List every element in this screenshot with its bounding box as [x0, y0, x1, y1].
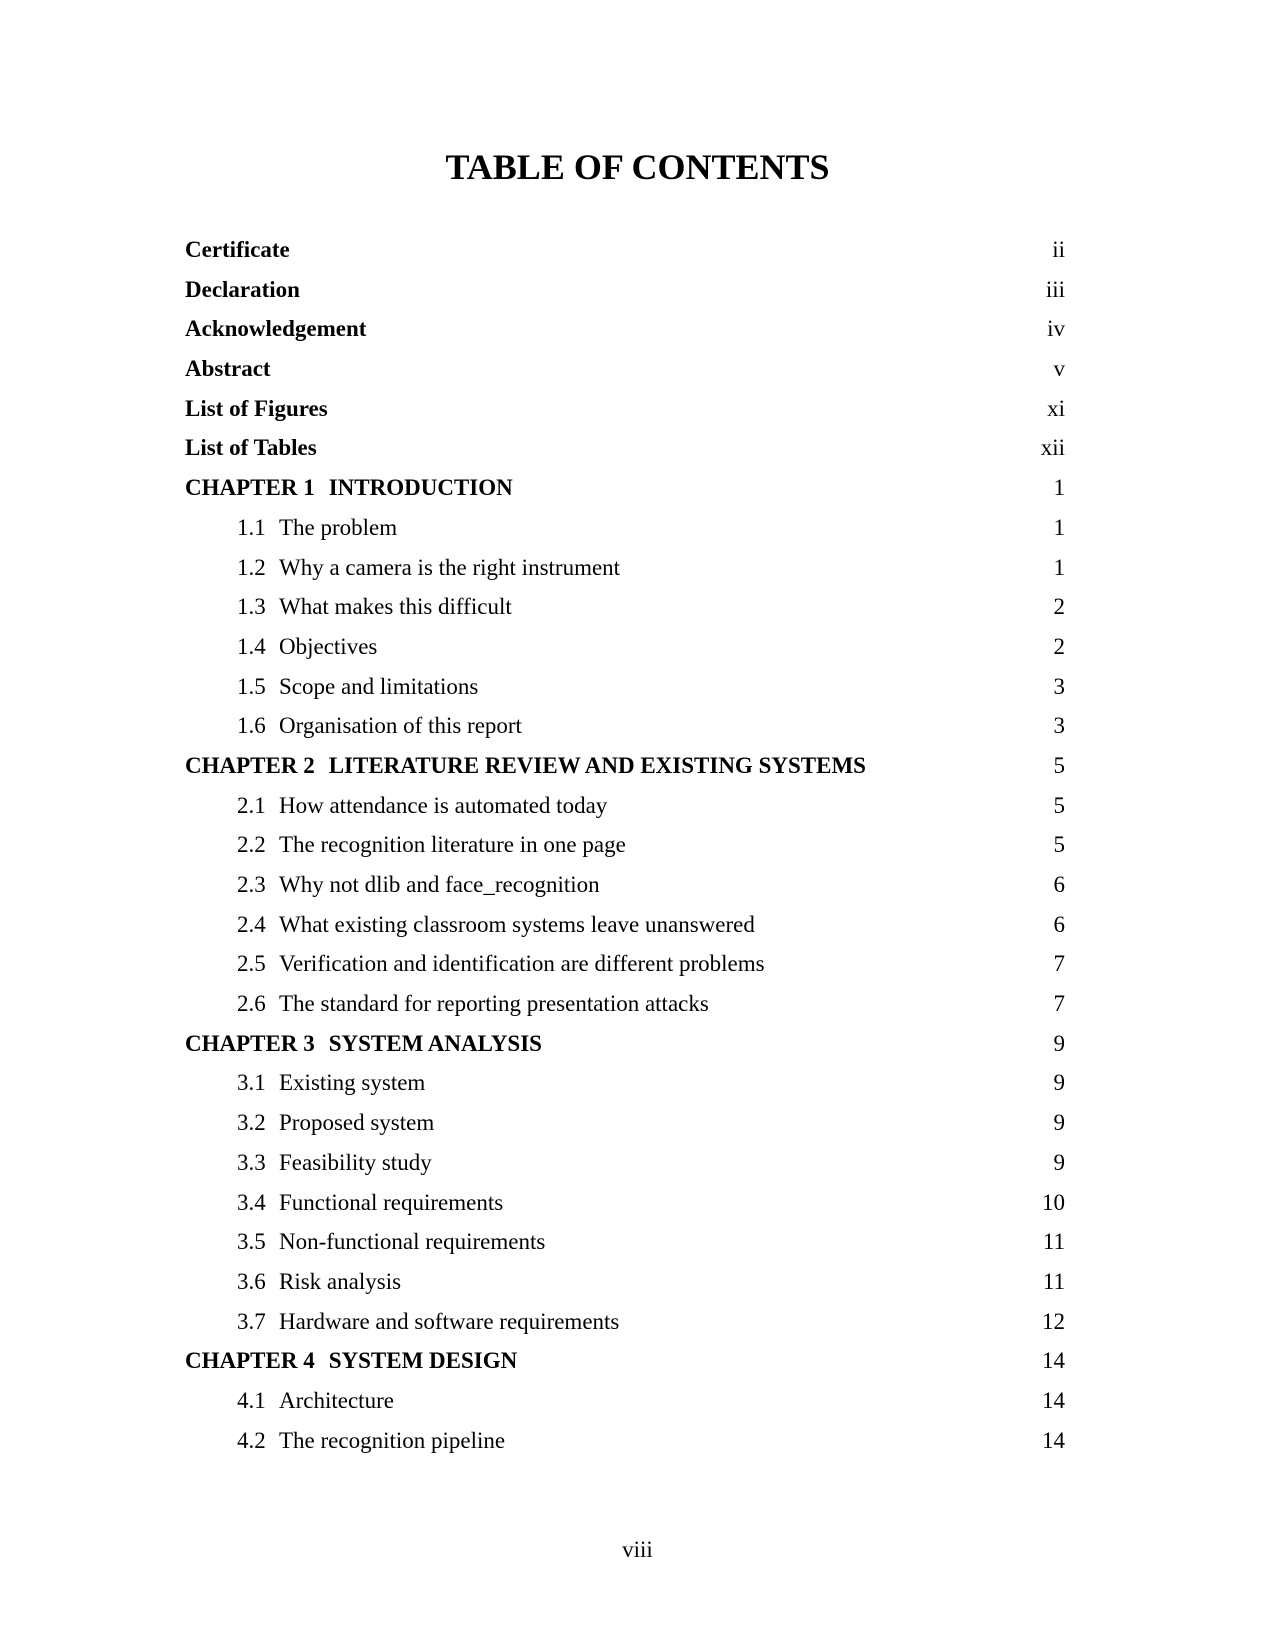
toc-entry-number: 4.1: [237, 1387, 266, 1413]
toc-entry-title: The recognition literature in one page: [279, 832, 626, 858]
toc-entry-number: CHAPTER 4: [185, 1348, 315, 1374]
toc-front-matter-entry: [185, 395, 1065, 435]
toc-entry-label: [237, 1427, 505, 1455]
toc-entry-page: xi: [1047, 395, 1065, 421]
toc-entry-page: 10: [1042, 1189, 1065, 1215]
toc-entry-page: 7: [1053, 991, 1065, 1017]
toc-entry-number: 3.1: [237, 1070, 266, 1096]
toc-entry-number: 2.2: [237, 832, 266, 858]
toc-entry-title: What makes this difficult: [279, 594, 512, 620]
toc-entry-label: [237, 1149, 432, 1177]
toc-entry-title: Architecture: [279, 1387, 394, 1413]
toc-entry-title: SYSTEM ANALYSIS: [328, 1030, 542, 1056]
toc-entry-label: [237, 1189, 503, 1217]
toc-entry-page: 9: [1053, 1149, 1065, 1175]
toc-entry-page: 11: [1042, 1229, 1065, 1255]
toc-entry-label: [237, 514, 397, 542]
toc-entry-page: 5: [1053, 792, 1065, 818]
toc-entry-title: Verification and identification are different problems: [279, 951, 765, 977]
toc-entry-title: Feasibility study: [279, 1149, 432, 1175]
toc-entry-number: CHAPTER 2: [185, 752, 315, 778]
toc-entry-page: 11: [1042, 1268, 1065, 1294]
toc-section-entry: [185, 831, 1065, 871]
toc-section-entry: [185, 871, 1065, 911]
toc-entry-label: [237, 911, 755, 939]
toc-entry-number: 2.5: [237, 951, 266, 977]
toc-entry-number: 3.6: [237, 1268, 266, 1294]
toc-entry-page: 7: [1053, 951, 1065, 977]
toc-section-entry: [185, 633, 1065, 673]
toc-entry-number: 1.1: [237, 514, 266, 540]
toc-entry-number: 2.3: [237, 872, 266, 897]
toc-entry-title: Why a camera is the right instrument: [279, 554, 621, 580]
toc-front-matter-entry: [185, 276, 1065, 316]
toc-section-entry: [185, 554, 1065, 594]
toc-entry-title: The problem: [279, 514, 398, 540]
toc-section-entry: [185, 1069, 1065, 1109]
toc-entry-label: [185, 434, 317, 462]
toc-entry-label: [185, 1347, 517, 1375]
toc-chapter-entry: [185, 1347, 1065, 1387]
page-title: TABLE OF CONTENTS: [445, 147, 830, 187]
toc-section-entry: [185, 1387, 1065, 1427]
toc-entry-number: 2.4: [237, 911, 266, 937]
toc-entry-label: [185, 1030, 542, 1058]
toc-entry-label: [237, 1308, 619, 1336]
toc-entry-page: 3: [1053, 713, 1065, 739]
toc-entry-title: The standard for reporting presentation attacks: [279, 991, 709, 1017]
toc-entry-label: [237, 1069, 425, 1097]
toc-section-entry: [185, 1189, 1065, 1229]
toc-entry-page: 9: [1053, 1030, 1065, 1056]
toc-entry-label: [237, 831, 626, 859]
toc-entry-label: [185, 315, 366, 343]
toc-section-entry: [185, 593, 1065, 633]
toc-section-entry: [185, 950, 1065, 990]
toc-section-entry: [185, 1268, 1065, 1308]
toc-entry-page: 1: [1053, 514, 1065, 540]
page-number: viii: [622, 1537, 653, 1562]
toc-entry-label: [237, 871, 600, 899]
toc-entry-number: 4.2: [237, 1427, 266, 1453]
toc-list: [185, 236, 1065, 1466]
toc-entry-label: [237, 950, 765, 978]
toc-entry-number: 1.2: [237, 554, 266, 580]
toc-entry-title: INTRODUCTION: [328, 475, 513, 501]
toc-entry-label: [237, 1268, 401, 1296]
toc-entry-title: Acknowledgement: [185, 316, 367, 342]
toc-entry-label: [237, 633, 377, 661]
toc-entry-page: 9: [1053, 1070, 1065, 1096]
toc-entry-title: Proposed system: [279, 1110, 435, 1136]
toc-entry-number: 2.1: [237, 792, 266, 818]
toc-entry-page: 14: [1042, 1387, 1065, 1413]
toc-entry-number: 3.2: [237, 1110, 266, 1136]
toc-entry-page: 9: [1053, 1110, 1065, 1136]
toc-chapter-entry: [185, 752, 1065, 792]
toc-entry-label: [237, 990, 709, 1018]
toc-entry-number: 3.7: [237, 1308, 266, 1334]
toc-entry-page: 12: [1042, 1308, 1065, 1334]
toc-entry-title: Existing system: [279, 1070, 426, 1096]
toc-entry-label: [237, 1109, 434, 1137]
toc-entry-label: [185, 276, 300, 304]
toc-entry-number: 1.3: [237, 594, 266, 620]
toc-entry-number: 1.4: [237, 633, 266, 659]
toc-entry-page: 5: [1053, 832, 1065, 858]
toc-section-entry: [185, 514, 1065, 554]
toc-entry-title: The recognition pipeline: [279, 1427, 506, 1453]
toc-entry-label: [185, 355, 271, 383]
toc-section-entry: [185, 1427, 1065, 1467]
toc-entry-number: 2.6: [237, 991, 266, 1017]
toc-entry-page: iii: [1045, 276, 1065, 302]
toc-entry-title: Scope and limitations: [279, 673, 479, 699]
toc-entry-page: 2: [1053, 594, 1065, 620]
toc-entry-number: 3.3: [237, 1149, 266, 1175]
toc-front-matter-entry: [185, 236, 1065, 276]
toc-entry-label: [185, 752, 866, 780]
toc-section-entry: [185, 911, 1065, 951]
toc-entry-number: 1.6: [237, 713, 266, 739]
toc-entry-label: [237, 1228, 545, 1256]
toc-entry-label: [185, 236, 290, 264]
toc-entry-label: [237, 593, 512, 621]
toc-entry-page: v: [1053, 356, 1065, 382]
toc-entry-title: LITERATURE REVIEW AND EXISTING SYSTEMS: [328, 752, 866, 778]
toc-entry-label: [237, 792, 607, 820]
toc-entry-title: List of Tables: [185, 435, 317, 461]
toc-section-entry: [185, 1149, 1065, 1189]
toc-entry-number: CHAPTER 3: [185, 1030, 315, 1056]
toc-entry-title: Non-functional requirements: [279, 1229, 546, 1255]
toc-front-matter-entry: [185, 434, 1065, 474]
toc-section-entry: [185, 1308, 1065, 1348]
toc-entry-page: 1: [1053, 475, 1065, 501]
toc-entry-number: 1.5: [237, 673, 266, 699]
toc-entry-page: 14: [1042, 1348, 1065, 1374]
toc-entry-label: [185, 474, 513, 502]
toc-entry-title: Hardware and software requirements: [279, 1308, 620, 1334]
toc-entry-title: Organisation of this report: [279, 713, 522, 739]
toc-section-entry: [185, 1109, 1065, 1149]
toc-entry-number: 3.4: [237, 1189, 266, 1215]
toc-entry-title: Why not dlib and face_recognition: [279, 872, 600, 897]
toc-entry-label: [237, 712, 522, 740]
toc-entry-page: 2: [1053, 633, 1065, 659]
toc-entry-number: CHAPTER 1: [185, 475, 315, 501]
toc-chapter-entry: [185, 474, 1065, 514]
toc-section-entry: [185, 1228, 1065, 1268]
toc-chapter-entry: [185, 1030, 1065, 1070]
toc-entry-page: 1: [1053, 554, 1065, 580]
toc-entry-title: Certificate: [185, 237, 290, 262]
toc-entry-page: 14: [1042, 1427, 1065, 1453]
toc-section-entry: [185, 792, 1065, 832]
toc-entry-title: How attendance is automated today: [279, 792, 608, 818]
toc-section-entry: [185, 712, 1065, 752]
toc-section-entry: [185, 990, 1065, 1030]
toc-entry-page: xii: [1040, 435, 1065, 461]
toc-front-matter-entry: [185, 355, 1065, 395]
toc-section-entry: [185, 673, 1065, 713]
toc-entry-label: [185, 395, 328, 423]
toc-entry-title: Declaration: [185, 276, 300, 302]
toc-entry-title: Objectives: [279, 633, 378, 659]
toc-entry-title: SYSTEM DESIGN: [328, 1348, 518, 1374]
toc-entry-label: [237, 1387, 394, 1415]
toc-entry-page: 6: [1053, 911, 1065, 937]
toc-entry-title: List of Figures: [185, 395, 328, 421]
toc-entry-label: [237, 554, 620, 582]
toc-entry-title: Risk analysis: [279, 1268, 402, 1294]
toc-entry-page: 3: [1053, 673, 1065, 699]
toc-front-matter-entry: [185, 315, 1065, 355]
toc-entry-label: [237, 673, 478, 701]
toc-entry-number: 3.5: [237, 1229, 266, 1255]
toc-entry-page: iv: [1047, 316, 1065, 342]
toc-entry-page: 6: [1053, 872, 1065, 897]
toc-entry-page: ii: [1052, 237, 1065, 262]
toc-entry-page: 5: [1053, 752, 1065, 778]
toc-entry-title: Functional requirements: [279, 1189, 504, 1215]
toc-entry-title: What existing classroom systems leave unanswered: [279, 911, 755, 937]
toc-entry-title: Abstract: [185, 356, 271, 382]
